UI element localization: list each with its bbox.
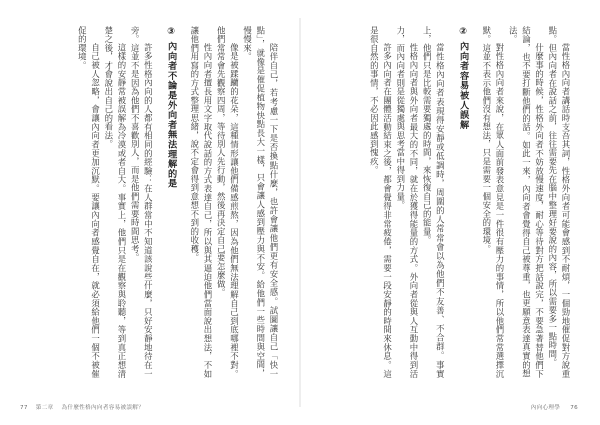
section-heading: ② 內向者容易被人誤解 [457,26,469,130]
paragraph: 什麼事的時候，性格外向者不妨放慢速度，耐心等待對方把話說完，不要急著替他們下結論，也不要打斷他們的話。如此一來，內向者會覺得自己被尊重，也更願意表達真實的想法。 [508,26,545,378]
section-heading: ③ 內向者不論是外向者無法理解的是 [165,26,177,189]
paragraph: 許多性格內向的人都有相同的經驗：在人群當中不知道該說些什麼，只好安靜地待在一旁。這並不是因為他們不喜歡別人，而是他們需要時間思考。 [130,26,154,378]
paragraph: 當性格內向者表現得安靜或低調時，周圍的人常常會以為他們不友善、不合群。事實上，他們只是比較需要獨處的時間，來恢復自己的能量。 [422,26,446,378]
paragraph: 陪伴自己，若考慮一下是否換點什麼，也許會讓他們更有安全感。試圖讓自己「快一點」，就像是催促植物快點長大一樣，只會讓人感到壓力與不安。給他們一些時間與空間，慢慢來。 [242,26,279,378]
left-page-body [36,26,280,378]
paragraph: 對性格內向者來說，在眾人面前發表意見是一件很有壓力的事情，所以他們常常選擇沉默。這並不表示他們沒有想法，只是需要一個安全的環境。 [481,26,505,378]
left-page-footer [20,403,150,411]
page-number: 76 [570,405,578,411]
paragraph: 這樣的安靜常被誤解為冷漠或者自大。事實上，他們只是在觀察與聆聽，等到真正想清楚之後，才會說出自己的看法。 [103,26,127,378]
book-title: 內向心理學 [530,405,561,411]
right-page-footer [523,403,578,411]
paragraph: 性格內向者與外向者最大的不同，就在於獲得能量的方式。外向者從與人互動中得到活力，而內向者則是從獨處與思考當中得到力量。 [395,26,419,378]
chapter-label: 第二章 [35,405,54,411]
paragraph: 許多內向者在團體活動結束之後，都會覺得非常疲倦，需要一段安靜的時間來休息。這是很自然的事情，不必因此感到愧疚。 [369,26,393,378]
chapter-title: 為什麼性格內向者容易被誤解？ [61,405,145,411]
paragraph: 自己被人忽略，會讓內向者更加沉默。要讓內向者感覺自在，就必須給他們一個不被催促的環境。 [77,26,101,378]
right-page-body [328,26,572,378]
paragraph: 當性格內向者講話時支吾其詞，性格外向者可能會感到不耐煩，一個勁地催促對方說重點。但內向者在說話之前，往往需要先在腦中整理好要說的內容，所以需要多一點時間。 [547,26,571,378]
page-number: 77 [20,405,28,411]
paragraph: 像是被蹂躪的花朵，這種情形讓他們備感煎熬，因為他們無法理解自己到底哪裡不對。他們常常會先觀察四周，等待別人先行動，然後再決定自己要怎麼做。 [216,26,240,378]
paragraph: 性內向者擅長用文字取代說話的方式表達自己，所以與其逼迫他們當面說出想法，不如讓他們用寫的方式整理思緒，說不定會得到意想不到的收穫。 [189,26,213,378]
right-page [300,0,600,425]
